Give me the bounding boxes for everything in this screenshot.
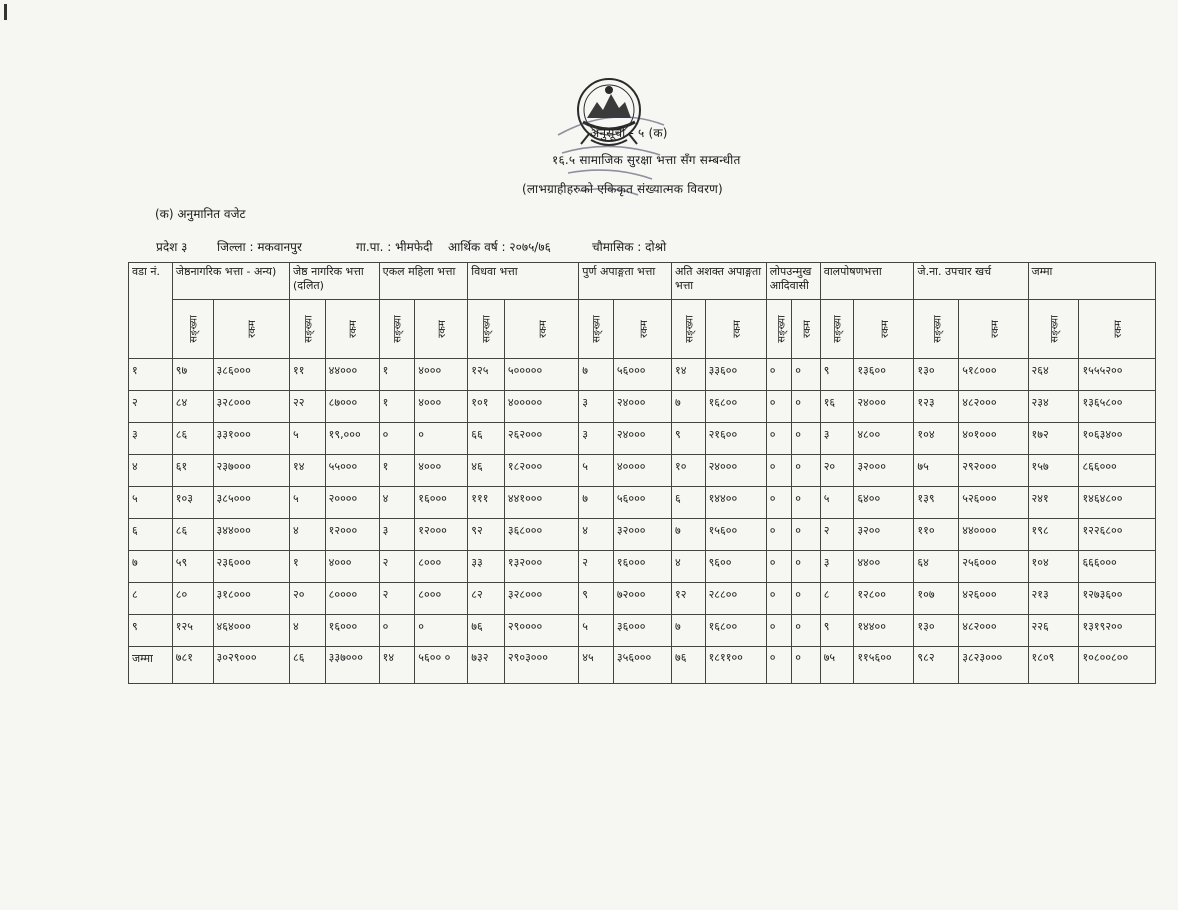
amount-cell: १०६३४०० — [1079, 423, 1156, 455]
total-amount-cell: १०८००८०० — [1079, 647, 1156, 684]
total-row — [129, 647, 1156, 684]
ward-cell: ८ — [129, 583, 173, 615]
amount-subheader — [325, 300, 379, 359]
count-cell: ० — [766, 519, 791, 551]
count-cell: ९ — [820, 615, 854, 647]
amount-cell: १४६४८०० — [1079, 487, 1156, 519]
count-cell: १०४ — [914, 423, 959, 455]
subheader-label: रकम — [437, 320, 449, 338]
amount-cell: ८००० — [415, 551, 468, 583]
subheader-label: सङ्ख्या — [392, 315, 404, 343]
amount-cell: १८२००० — [504, 455, 578, 487]
amount-cell: २४००० — [613, 423, 671, 455]
count-cell: २ — [820, 519, 854, 551]
subheader-label: रकम — [1113, 320, 1125, 338]
total-count-cell: ७८१ — [172, 647, 213, 684]
amount-cell: २३७००० — [213, 455, 289, 487]
count-cell: २१३ — [1028, 583, 1079, 615]
amount-cell: १६८०० — [705, 615, 766, 647]
group-header: जेष्ठ नागरिक भत्ता (दलित) — [289, 263, 379, 300]
amount-cell: १३६०० — [854, 359, 914, 391]
count-cell: १११ — [468, 487, 505, 519]
subheader-label: सङ्ख्या — [303, 315, 315, 343]
count-cell: १२३ — [914, 391, 959, 423]
table-row — [129, 615, 1156, 647]
count-cell: ५९ — [172, 551, 213, 583]
total-amount-cell: ३५६००० — [613, 647, 671, 684]
count-cell: २३४ — [1028, 391, 1079, 423]
count-subheader — [820, 300, 854, 359]
count-cell: १४ — [289, 455, 325, 487]
ward-cell: ३ — [129, 423, 173, 455]
count-cell: ० — [379, 615, 415, 647]
amount-cell: ४८२००० — [959, 615, 1028, 647]
amount-cell: ४००० — [415, 391, 468, 423]
count-cell: १३९ — [914, 487, 959, 519]
count-subheader — [579, 300, 614, 359]
group-header: जेष्ठनागरिक भत्ता - अन्य) — [172, 263, 289, 300]
subheader-label: रकम — [537, 320, 549, 338]
amount-cell: १९,००० — [325, 423, 379, 455]
ward-cell: ९ — [129, 615, 173, 647]
amount-subheader — [1079, 300, 1156, 359]
amount-subheader — [613, 300, 671, 359]
count-cell: ६४ — [914, 551, 959, 583]
amount-cell: ० — [792, 455, 821, 487]
amount-subheader — [792, 300, 821, 359]
count-cell: ५ — [579, 455, 614, 487]
count-cell: २६४ — [1028, 359, 1079, 391]
amount-cell: ४४०००० — [959, 519, 1028, 551]
count-cell: ३ — [820, 551, 854, 583]
count-cell: ८ — [820, 583, 854, 615]
amount-cell: ४८०० — [854, 423, 914, 455]
amount-cell: ५२६००० — [959, 487, 1028, 519]
count-cell: ० — [766, 551, 791, 583]
count-cell: १७२ — [1028, 423, 1079, 455]
count-cell: ७ — [579, 359, 614, 391]
table-row — [129, 583, 1156, 615]
total-count-cell: ९८२ — [914, 647, 959, 684]
count-cell: ६१ — [172, 455, 213, 487]
ward-cell: १ — [129, 359, 173, 391]
count-cell: १२५ — [468, 359, 505, 391]
total-amount-cell: ० — [792, 647, 821, 684]
count-cell: ३ — [820, 423, 854, 455]
amount-cell: ३१८००० — [213, 583, 289, 615]
amount-subheader — [959, 300, 1028, 359]
district-label: जिल्ला : मकवानपुर — [217, 240, 302, 254]
subheader-label: सङ्ख्या — [592, 315, 604, 343]
count-cell: ४ — [579, 519, 614, 551]
table-row — [129, 359, 1156, 391]
total-count-cell: १८०९ — [1028, 647, 1079, 684]
count-cell: ९ — [671, 423, 705, 455]
count-cell: २४१ — [1028, 487, 1079, 519]
count-cell: ९२ — [468, 519, 505, 551]
amount-cell: १२००० — [415, 519, 468, 551]
count-cell: १०१ — [468, 391, 505, 423]
count-cell: १ — [379, 359, 415, 391]
table-row — [129, 391, 1156, 423]
subheader-label: सङ्ख्या — [932, 315, 944, 343]
amount-cell: ४४०० — [854, 551, 914, 583]
count-cell: ११ — [289, 359, 325, 391]
count-cell: ० — [766, 359, 791, 391]
count-subheader — [1028, 300, 1079, 359]
total-amount-cell: ३३७००० — [325, 647, 379, 684]
count-cell: १९८ — [1028, 519, 1079, 551]
amount-cell: २५६००० — [959, 551, 1028, 583]
amount-cell: ८६६००० — [1079, 455, 1156, 487]
count-cell: ८६ — [172, 519, 213, 551]
subheader-label: रकम — [247, 320, 259, 338]
amount-cell: ३८६००० — [213, 359, 289, 391]
count-cell: १० — [671, 455, 705, 487]
total-amount-cell: ५६०० ० — [415, 647, 468, 684]
amount-cell: ० — [792, 487, 821, 519]
amount-cell: १४४०० — [854, 615, 914, 647]
section-title: (क) अनुमानित वजेट — [155, 207, 246, 221]
total-count-cell: ४५ — [579, 647, 614, 684]
table-row — [129, 551, 1156, 583]
total-count-cell: ० — [766, 647, 791, 684]
amount-subheader — [415, 300, 468, 359]
amount-cell: १६००० — [415, 487, 468, 519]
municipality-label: गा.पा. : भीमफेदी — [356, 240, 433, 254]
amount-cell: १३२००० — [504, 551, 578, 583]
count-cell: ८६ — [172, 423, 213, 455]
count-cell: ४६ — [468, 455, 505, 487]
count-cell: ० — [766, 615, 791, 647]
amount-cell: ३३१००० — [213, 423, 289, 455]
group-header: लोपउन्मुख आदिवासी — [766, 263, 820, 300]
amount-cell: १४४०० — [705, 487, 766, 519]
subheader-label: रकम — [348, 320, 360, 338]
amount-cell: ३२०० — [854, 519, 914, 551]
amount-cell: २९२००० — [959, 455, 1028, 487]
amount-cell: १२८०० — [854, 583, 914, 615]
amount-cell: १६८०० — [705, 391, 766, 423]
ward-cell: ६ — [129, 519, 173, 551]
amount-cell: १३१९२०० — [1079, 615, 1156, 647]
count-cell: २० — [289, 583, 325, 615]
subheader-label: सङ्ख्या — [684, 315, 696, 343]
amount-cell: ३३६०० — [705, 359, 766, 391]
ward-cell: ७ — [129, 551, 173, 583]
count-cell: १६ — [820, 391, 854, 423]
table-row — [129, 423, 1156, 455]
subject-line: १६.५ सामाजिक सुरक्षा भत्ता सँग सम्बन्धीत — [552, 153, 741, 167]
count-subheader — [289, 300, 325, 359]
total-count-cell: ७५ — [820, 647, 854, 684]
count-cell: २ — [379, 583, 415, 615]
subheader-row — [129, 300, 1156, 359]
table-row — [129, 455, 1156, 487]
province-label: प्रदेश ३ — [156, 240, 188, 254]
subheader-label: सङ्ख्या — [776, 315, 788, 343]
subheader-label: रकम — [879, 320, 891, 338]
amount-cell: ० — [792, 359, 821, 391]
quarter-label: चौमासिक : दोश्रो — [592, 240, 667, 254]
amount-cell: ४०००० — [613, 455, 671, 487]
count-cell: ६ — [671, 487, 705, 519]
count-cell: ८४ — [172, 391, 213, 423]
count-cell: ३३ — [468, 551, 505, 583]
count-cell: ३ — [579, 391, 614, 423]
total-amount-cell: २९०३००० — [504, 647, 578, 684]
amount-subheader — [504, 300, 578, 359]
group-header: अति अशक्त अपाङ्गता भत्ता — [671, 263, 766, 300]
count-cell: १३० — [914, 615, 959, 647]
amount-cell: ३८५००० — [213, 487, 289, 519]
amount-cell: १२२६८०० — [1079, 519, 1156, 551]
count-cell: ५ — [289, 487, 325, 519]
total-count-cell: १४ — [379, 647, 415, 684]
total-amount-cell: ३०२९००० — [213, 647, 289, 684]
subheader-label: सङ्ख्या — [833, 315, 844, 343]
count-subheader — [379, 300, 415, 359]
ward-cell: २ — [129, 391, 173, 423]
amount-cell: ० — [415, 615, 468, 647]
count-subheader — [468, 300, 505, 359]
amount-cell: ४६४००० — [213, 615, 289, 647]
total-label: जम्मा — [129, 647, 173, 684]
count-cell: ९ — [820, 359, 854, 391]
fiscal-year-label: आर्थिक वर्ष : २०७५/७६ — [448, 240, 551, 254]
amount-cell: ५५००० — [325, 455, 379, 487]
group-header: एकल महिला भत्ता — [379, 263, 468, 300]
count-cell: ० — [766, 583, 791, 615]
count-subheader — [766, 300, 791, 359]
count-cell: २ — [379, 551, 415, 583]
count-cell: ७५ — [914, 455, 959, 487]
amount-cell: ७२००० — [613, 583, 671, 615]
count-cell: ८० — [172, 583, 213, 615]
amount-cell: ४०१००० — [959, 423, 1028, 455]
subtitle-line: (लाभग्राहीहरुको एकिकृत संख्यात्मक विवरण) — [522, 182, 723, 196]
count-cell: ७ — [671, 519, 705, 551]
amount-cell: ० — [792, 423, 821, 455]
count-cell: ० — [766, 455, 791, 487]
amount-cell: ४२६००० — [959, 583, 1028, 615]
group-header: पुर्ण अपाङ्गता भत्ता — [579, 263, 672, 300]
count-cell: ० — [379, 423, 415, 455]
amount-subheader — [705, 300, 766, 359]
group-header: जम्मा — [1028, 263, 1155, 300]
amount-cell: १३६५८०० — [1079, 391, 1156, 423]
count-cell: ४ — [289, 519, 325, 551]
amount-cell: ३४४००० — [213, 519, 289, 551]
amount-cell: २६२००० — [504, 423, 578, 455]
count-cell: २ — [579, 551, 614, 583]
subheader-label: रकम — [801, 320, 813, 338]
amount-subheader — [213, 300, 289, 359]
group-header: विधवा भत्ता — [468, 263, 579, 300]
amount-cell: २८८०० — [705, 583, 766, 615]
subheader-label: रकम — [731, 320, 743, 338]
amount-cell: २९०००० — [504, 615, 578, 647]
group-header: जे.ना. उपचार खर्च — [914, 263, 1028, 300]
count-cell: ९ — [579, 583, 614, 615]
count-cell: ४ — [671, 551, 705, 583]
count-cell: २२ — [289, 391, 325, 423]
amount-cell: ० — [792, 391, 821, 423]
count-cell: १०७ — [914, 583, 959, 615]
count-cell: १ — [379, 455, 415, 487]
amount-cell: ० — [792, 551, 821, 583]
count-cell: ८२ — [468, 583, 505, 615]
subheader-label: रकम — [989, 320, 1001, 338]
count-cell: ६६ — [468, 423, 505, 455]
amount-cell: ४४१००० — [504, 487, 578, 519]
count-cell: ९७ — [172, 359, 213, 391]
count-cell: ० — [766, 391, 791, 423]
amount-cell: ४००० — [415, 359, 468, 391]
amount-cell: ३२८००० — [504, 583, 578, 615]
count-subheader — [671, 300, 705, 359]
subheader-label: सङ्ख्या — [188, 315, 200, 343]
amount-cell: २०००० — [325, 487, 379, 519]
count-cell: २० — [820, 455, 854, 487]
amount-cell: ६४०० — [854, 487, 914, 519]
amount-cell: ९६०० — [705, 551, 766, 583]
count-cell: ७ — [671, 615, 705, 647]
budget-table — [128, 262, 1156, 684]
amount-cell: ५६००० — [613, 359, 671, 391]
amount-cell: ० — [792, 519, 821, 551]
amount-cell: ५००००० — [504, 359, 578, 391]
amount-cell: ५६००० — [613, 487, 671, 519]
count-cell: १५७ — [1028, 455, 1079, 487]
amount-cell: १६००० — [613, 551, 671, 583]
amount-cell: ३२००० — [854, 455, 914, 487]
annex-label: अनुसूची - ५ (क) — [590, 126, 668, 140]
subheader-label: सङ्ख्या — [1049, 315, 1061, 343]
count-cell: ३ — [379, 519, 415, 551]
amount-cell: ४८२००० — [959, 391, 1028, 423]
amount-cell: ३२००० — [613, 519, 671, 551]
count-cell: १२५ — [172, 615, 213, 647]
count-cell: ७ — [579, 487, 614, 519]
total-count-cell: ७६ — [671, 647, 705, 684]
count-cell: ७ — [671, 391, 705, 423]
amount-cell: २३६००० — [213, 551, 289, 583]
count-cell: ५ — [579, 615, 614, 647]
ward-cell: ४ — [129, 455, 173, 487]
total-amount-cell: १८११०० — [705, 647, 766, 684]
total-amount-cell: ३८२३००० — [959, 647, 1028, 684]
count-cell: ५ — [820, 487, 854, 519]
table-row — [129, 519, 1156, 551]
subheader-label: सङ्ख्या — [482, 315, 494, 343]
count-cell: १३० — [914, 359, 959, 391]
page-edge-mark — [4, 4, 7, 20]
total-count-cell: ७३२ — [468, 647, 505, 684]
subheader-label: रकम — [638, 320, 650, 338]
count-cell: ० — [766, 423, 791, 455]
amount-cell: ३६००० — [613, 615, 671, 647]
total-count-cell: ८६ — [289, 647, 325, 684]
amount-cell: ८००० — [415, 583, 468, 615]
amount-cell: ५१८००० — [959, 359, 1028, 391]
amount-cell: ३६८००० — [504, 519, 578, 551]
amount-cell: ० — [792, 615, 821, 647]
count-cell: ७६ — [468, 615, 505, 647]
count-cell: १२ — [671, 583, 705, 615]
amount-cell: २४००० — [705, 455, 766, 487]
count-cell: १ — [379, 391, 415, 423]
table-row — [129, 487, 1156, 519]
amount-cell: ० — [792, 583, 821, 615]
count-cell: १ — [289, 551, 325, 583]
count-cell: ११० — [914, 519, 959, 551]
count-cell: ५ — [289, 423, 325, 455]
count-cell: १४ — [671, 359, 705, 391]
amount-cell: २४००० — [854, 391, 914, 423]
amount-cell: ४४००० — [325, 359, 379, 391]
amount-cell: १५५५२०० — [1079, 359, 1156, 391]
count-cell: २२६ — [1028, 615, 1079, 647]
count-cell: ४ — [379, 487, 415, 519]
amount-cell: २१६०० — [705, 423, 766, 455]
amount-cell: ३२८००० — [213, 391, 289, 423]
ward-cell: ५ — [129, 487, 173, 519]
count-subheader — [914, 300, 959, 359]
amount-cell: ८७००० — [325, 391, 379, 423]
count-cell: १०३ — [172, 487, 213, 519]
count-cell: १०४ — [1028, 551, 1079, 583]
count-cell: ० — [766, 487, 791, 519]
ward-header: वडा नं. — [129, 263, 173, 359]
amount-cell: ४००००० — [504, 391, 578, 423]
count-cell: ३ — [579, 423, 614, 455]
group-header: वालपोषणभत्ता — [820, 263, 914, 300]
amount-cell: ४००० — [325, 551, 379, 583]
amount-cell: ० — [415, 423, 468, 455]
total-amount-cell: ११५६०० — [854, 647, 914, 684]
amount-cell: ४००० — [415, 455, 468, 487]
amount-cell: १६००० — [325, 615, 379, 647]
amount-subheader — [854, 300, 914, 359]
amount-cell: १२००० — [325, 519, 379, 551]
amount-cell: २४००० — [613, 391, 671, 423]
amount-cell: १५६०० — [705, 519, 766, 551]
amount-cell: ६६६००० — [1079, 551, 1156, 583]
amount-cell: १२७३६०० — [1079, 583, 1156, 615]
count-cell: ४ — [289, 615, 325, 647]
count-subheader — [172, 300, 213, 359]
amount-cell: ८०००० — [325, 583, 379, 615]
